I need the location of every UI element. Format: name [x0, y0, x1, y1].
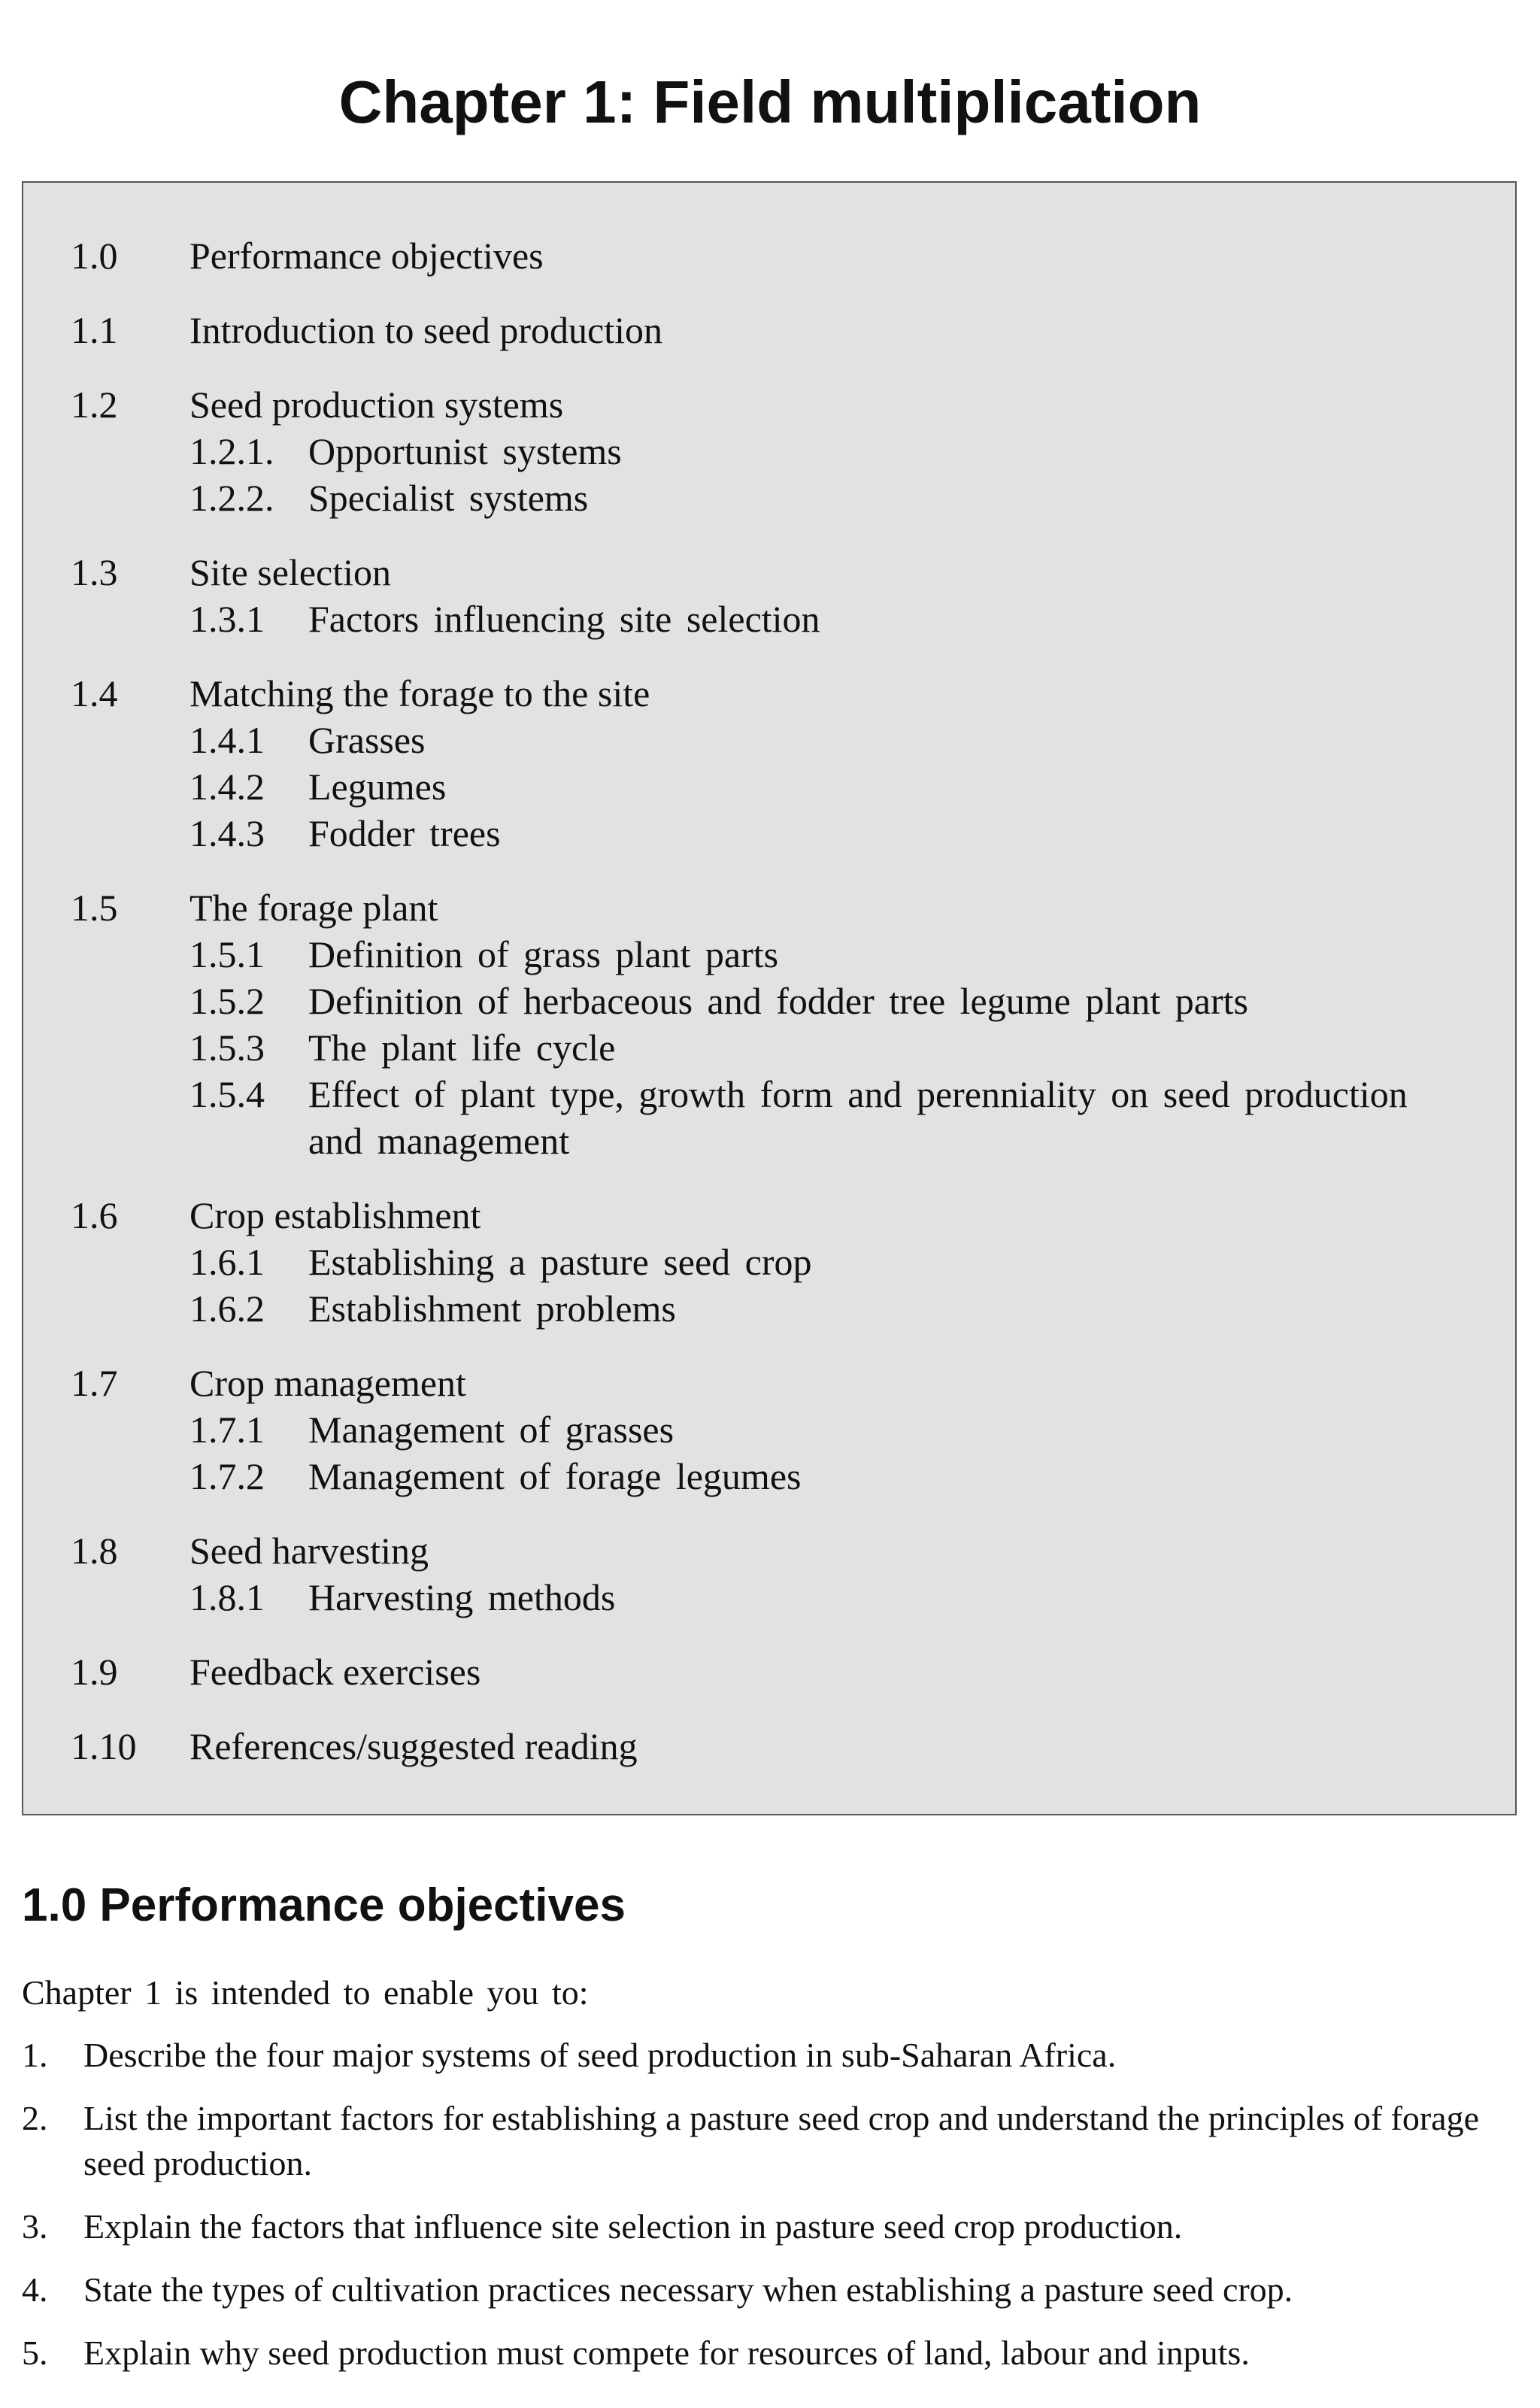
- toc-subsection: [23, 1285, 1515, 1332]
- objective-text: List the important factors for establishing a pasture seed crop and understand the principles of forage seed production.: [83, 2099, 1480, 2182]
- toc-subsection-number: 1.6.1: [189, 1241, 265, 1283]
- toc-subsection-number: 1.5.1: [189, 933, 265, 975]
- toc-entry: [23, 1723, 1515, 1770]
- toc-subsection-label: Definition of grass plant parts: [308, 933, 779, 975]
- objective-text: Explain why seed production must compete for resources of land, labour and inputs.: [83, 2334, 1250, 2372]
- toc-subsection-list: [23, 1239, 1515, 1332]
- objective-item: [22, 2267, 1518, 2312]
- toc-subsection-number: 1.7.1: [189, 1409, 265, 1451]
- toc-subsection: [23, 428, 1515, 475]
- toc-subsection: [23, 763, 1515, 810]
- toc-entry: [23, 1360, 1515, 1406]
- toc-entry-label: Introduction to seed production: [189, 309, 663, 351]
- toc-entry: [23, 1192, 1515, 1239]
- toc-entry-label: Matching the forage to the site: [189, 672, 650, 714]
- toc-entry-number: 1.1: [71, 309, 118, 351]
- toc-subsection: [23, 1071, 1515, 1164]
- toc-section: [23, 1527, 1515, 1621]
- toc-section: [23, 670, 1515, 857]
- toc-subsection-number: 1.2.1.: [189, 430, 274, 472]
- toc-subsection-list: [23, 1406, 1515, 1500]
- toc-subsection: [23, 1574, 1515, 1621]
- toc-entry: [23, 884, 1515, 931]
- toc-section: [23, 884, 1515, 1164]
- toc-entry: [23, 1648, 1515, 1695]
- toc-subsection-label: Legumes: [308, 766, 447, 808]
- toc-entry-label: Feedback exercises: [189, 1651, 481, 1693]
- toc-subsection-label: Management of forage legumes: [308, 1455, 802, 1497]
- toc-entry-number: 1.9: [71, 1651, 118, 1693]
- toc-subsection-label: Effect of plant type, growth form and perenniality on seed production and management: [308, 1073, 1408, 1162]
- toc-subsection-label: Harvesting methods: [308, 1576, 616, 1618]
- toc-subsection-list: [23, 428, 1515, 521]
- toc-section: [23, 1360, 1515, 1500]
- section-heading: 1.0 Performance objectives: [22, 1879, 626, 1931]
- toc-entry-number: 1.7: [71, 1362, 118, 1404]
- toc-entry-number: 1.3: [71, 551, 118, 593]
- toc-entry-label: Seed harvesting: [189, 1530, 429, 1572]
- objectives-list: [22, 2033, 1518, 2394]
- toc-section: [23, 1192, 1515, 1332]
- toc-entry-label: The forage plant: [189, 887, 438, 929]
- toc-subsection-number: 1.5.4: [189, 1073, 265, 1115]
- toc-subsection-number: 1.8.1: [189, 1576, 265, 1618]
- toc-subsection: [23, 1024, 1515, 1071]
- chapter-title: Chapter 1: Field multiplication: [338, 68, 1202, 135]
- section-intro: Chapter 1 is intended to enable you to:: [22, 1973, 589, 2012]
- toc-subsection-number: 1.6.2: [189, 1287, 265, 1330]
- toc-subsection-label: Establishment problems: [308, 1287, 676, 1330]
- toc-entry-label: Performance objectives: [189, 235, 544, 277]
- objective-number: 1.: [22, 2036, 48, 2074]
- objective-text: Explain the factors that influence site selection in pasture seed crop production.: [83, 2207, 1183, 2246]
- toc-subsection: [23, 978, 1515, 1024]
- toc-entry-number: 1.4: [71, 672, 118, 714]
- toc-entry-number: 1.10: [71, 1725, 137, 1767]
- toc-list: [23, 232, 1515, 1797]
- toc-section: [23, 381, 1515, 521]
- toc-subsection-number: 1.4.3: [189, 812, 265, 854]
- toc-subsection: [23, 1239, 1515, 1285]
- toc-entry-label: Seed production systems: [189, 384, 564, 426]
- table-of-contents: [22, 181, 1517, 1815]
- toc-subsection-label: Definition of herbaceous and fodder tree legume plant parts: [308, 980, 1248, 1022]
- toc-entry: [23, 381, 1515, 428]
- toc-subsection: [23, 1453, 1515, 1500]
- toc-subsection-number: 1.4.2: [189, 766, 265, 808]
- toc-subsection-list: [23, 596, 1515, 642]
- toc-entry-label: Site selection: [189, 551, 391, 593]
- objective-item: [22, 2204, 1518, 2249]
- toc-subsection-label: Management of grasses: [308, 1409, 675, 1451]
- toc-subsection-number: 1.4.1: [189, 719, 265, 761]
- toc-entry: [23, 307, 1515, 353]
- toc-entry-number: 1.2: [71, 384, 118, 426]
- toc-subsection-label: Specialist systems: [308, 477, 589, 519]
- toc-subsection-label: Factors influencing site selection: [308, 598, 820, 640]
- toc-section: [23, 232, 1515, 279]
- objective-text: Describe the four major systems of seed production in sub-Saharan Africa.: [83, 2036, 1117, 2074]
- toc-subsection-label: The plant life cycle: [308, 1027, 616, 1069]
- toc-entry-number: 1.8: [71, 1530, 118, 1572]
- toc-section: [23, 1723, 1515, 1770]
- objective-item: [22, 2096, 1518, 2186]
- toc-subsection-list: [23, 717, 1515, 857]
- toc-section: [23, 1648, 1515, 1695]
- toc-subsection: [23, 931, 1515, 978]
- toc-subsection: [23, 596, 1515, 642]
- toc-subsection-label: Fodder trees: [308, 812, 501, 854]
- objective-number: 2.: [22, 2099, 48, 2137]
- toc-entry-label: References/suggested reading: [189, 1725, 638, 1767]
- toc-subsection-number: 1.5.2: [189, 980, 265, 1022]
- toc-entry-number: 1.0: [71, 235, 118, 277]
- toc-section: [23, 549, 1515, 642]
- toc-subsection-number: 1.3.1: [189, 598, 265, 640]
- toc-entry-number: 1.5: [71, 887, 118, 929]
- toc-subsection-label: Opportunist systems: [308, 430, 622, 472]
- toc-entry: [23, 549, 1515, 596]
- toc-subsection-label: Establishing a pasture seed crop: [308, 1241, 812, 1283]
- objective-item: [22, 2033, 1518, 2078]
- toc-entry-label: Crop establishment: [189, 1194, 481, 1236]
- toc-subsection-label: Grasses: [308, 719, 426, 761]
- objective-number: 5.: [22, 2334, 48, 2372]
- toc-entry-label: Crop management: [189, 1362, 466, 1404]
- objective-item: [22, 2331, 1518, 2376]
- toc-subsection: [23, 810, 1515, 857]
- toc-subsection: [23, 475, 1515, 521]
- toc-section: [23, 307, 1515, 353]
- toc-entry-number: 1.6: [71, 1194, 118, 1236]
- toc-subsection: [23, 717, 1515, 763]
- toc-subsection-number: 1.2.2.: [189, 477, 274, 519]
- toc-entry: [23, 232, 1515, 279]
- toc-subsection-number: 1.5.3: [189, 1027, 265, 1069]
- toc-subsection: [23, 1406, 1515, 1453]
- toc-subsection-list: [23, 1574, 1515, 1621]
- objective-text: State the types of cultivation practices necessary when establishing a pasture seed crop.: [83, 2270, 1293, 2309]
- toc-entry: [23, 1527, 1515, 1574]
- objective-number: 3.: [22, 2207, 48, 2246]
- toc-subsection-list: [23, 931, 1515, 1164]
- toc-entry: [23, 670, 1515, 717]
- toc-subsection-number: 1.7.2: [189, 1455, 265, 1497]
- objective-number: 4.: [22, 2270, 48, 2309]
